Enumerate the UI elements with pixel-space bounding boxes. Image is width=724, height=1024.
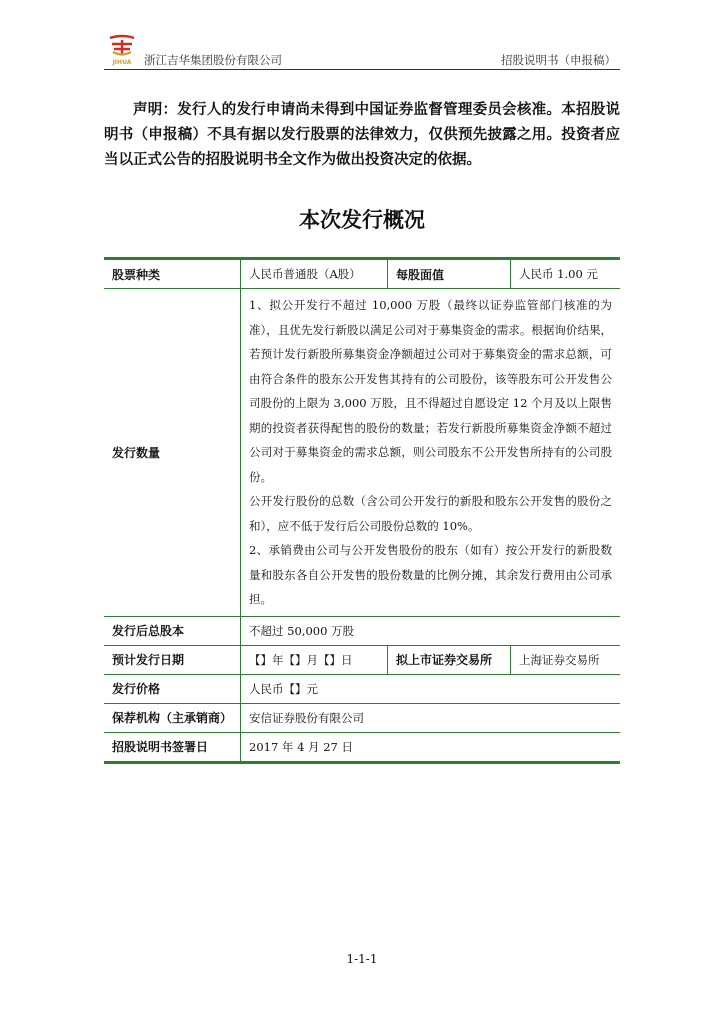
page-title: 本次发行概况 (299, 208, 425, 232)
company-name: 浙江吉华集团股份有限公司 (144, 53, 282, 67)
price-label: 发行价格 (104, 674, 241, 703)
quantity-paragraph-1: 1、拟公开发行不超过 10,000 万股（最终以证券监管部门核准的为准），且优先发行新股以满足公司对于募集资金的需求。根据询价结果，若预计发行新股所募集资金净额超过公司对于募集资金的需求总额，可由符合条件的股东公开发售其持有的公司股份，该等股东可公开发售公司股份的上限为 3,000 万股，且不得超过自愿设定 12 个月及以上限售期的投资者获得配售的股份的数量；若发行新股所募集资金净额不超过公司对于募集资金的需求总额，则公司股东不公开发售所持有的公司股份。 (249, 298, 612, 484)
table-row (104, 703, 620, 732)
quantity-label: 发行数量 (104, 289, 241, 617)
sponsor-value: 安信证券股份有限公司 (241, 703, 621, 732)
table-row (104, 616, 620, 645)
par-value-value: 人民币 1.00 元 (511, 259, 621, 289)
sponsor-label: 保荐机构（主承销商） (104, 703, 241, 732)
quantity-value (241, 289, 621, 617)
table-row (104, 674, 620, 703)
issue-date-value: 【】年【】月【】日 (241, 645, 388, 674)
quantity-paragraph-2: 公开发行股份的总数（含公司公开发行的新股和股东公开发售的股份之和），应不低于发行后公司股份总数的 10%。 (249, 494, 612, 533)
table-row (104, 645, 620, 674)
quantity-paragraph-3: 2、承销费由公司与公开发售股份的股东（如有）按公开发行的新股数量和股东各自公开发售的股份数量的比例分摊，其余发行费用由公司承担。 (249, 543, 612, 606)
issue-date-label: 预计发行日期 (104, 645, 241, 674)
offering-overview-table (104, 257, 620, 764)
table-row (104, 259, 620, 289)
page-header (104, 34, 620, 70)
page-number: 1-1-1 (346, 952, 378, 966)
total-shares-value: 不超过 50,000 万股 (241, 616, 621, 645)
company-logo-icon (104, 34, 140, 66)
exchange-value: 上海证券交易所 (511, 645, 621, 674)
exchange-label: 拟上市证券交易所 (388, 645, 511, 674)
table-row (104, 732, 620, 762)
stock-type-label: 股票种类 (104, 259, 241, 289)
price-value: 人民币【】元 (241, 674, 621, 703)
logo-text: JIHUA (112, 59, 132, 66)
total-shares-label: 发行后总股本 (104, 616, 241, 645)
sign-date-label: 招股说明书签署日 (104, 732, 241, 762)
par-value-label: 每股面值 (388, 259, 511, 289)
document-type: 招股说明书（申报稿） (501, 53, 616, 67)
stock-type-value: 人民币普通股（A股） (241, 259, 388, 289)
sign-date-value: 2017 年 4 月 27 日 (241, 732, 621, 762)
header-rule (104, 69, 620, 70)
table-row (104, 289, 620, 617)
disclaimer-statement: 声明：发行人的发行申请尚未得到中国证券监督管理委员会核准。本招股说明书（申报稿）不具有据以发行股票的法律效力，仅供预先披露之用。投资者应当以正式公告的招股说明书全文作为做出投资决定的依据。 (104, 102, 620, 168)
